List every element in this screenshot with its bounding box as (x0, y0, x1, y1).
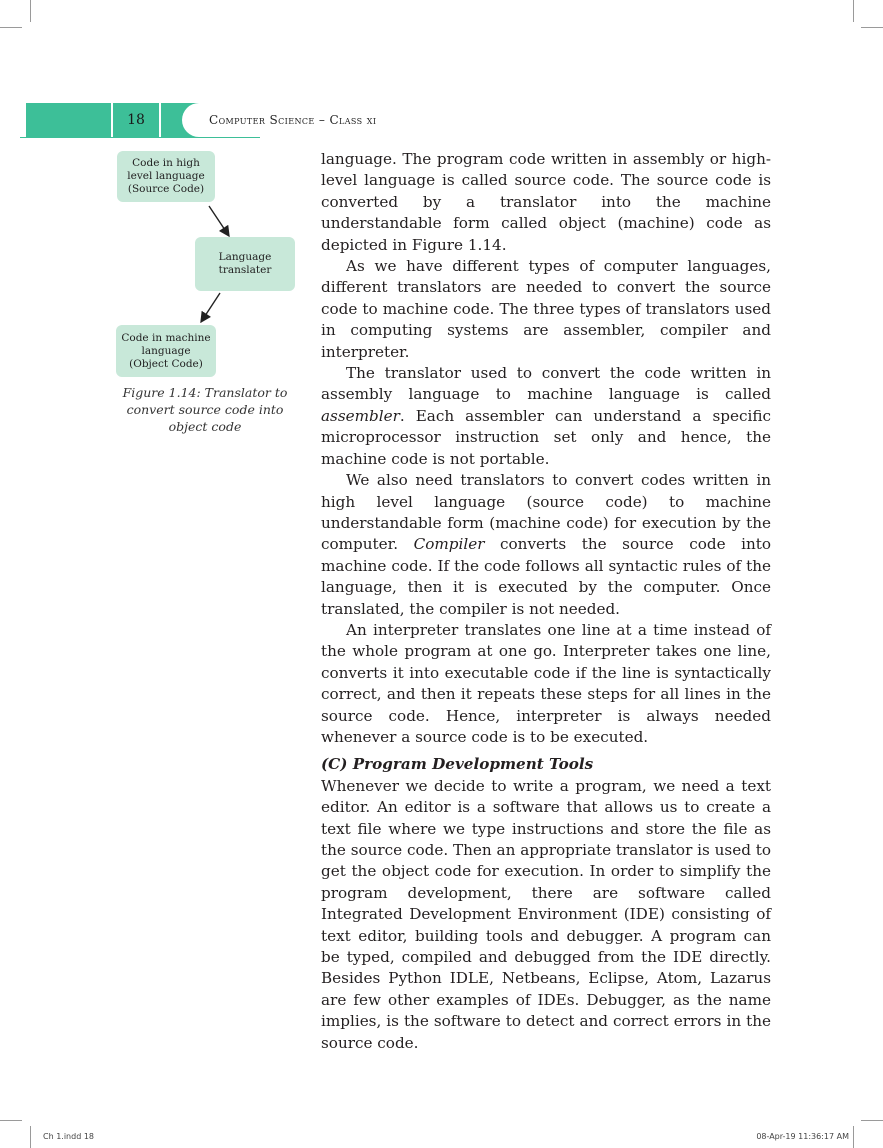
box-line: Code in machine (121, 331, 211, 344)
running-title: Computer Science – Class xi (209, 113, 377, 127)
paragraph (321, 363, 771, 470)
paragraph-text: converts the source code into machine code. If the code follows all syntactic rules of the language, then it is executed by the computer. Once translated, the compiler is not needed. (321, 535, 771, 618)
box-line: translater (218, 264, 272, 276)
box-line: Language (218, 251, 272, 263)
box-line: (Source Code) (127, 183, 205, 195)
box-line: level language (127, 170, 205, 182)
paragraph: language. The program code written in assembly or high-level language is called source code. The source code is converted by a translator into the machine understandable form called object (machine) code as depicted in Figure 1.14. (321, 150, 771, 254)
arrow-translator-to-object (201, 293, 220, 322)
paragraph-text: We also need translators to convert codes written in high level language (source code) to machine understandable form (machine code) for execution by the computer. (321, 471, 771, 554)
paragraph (321, 470, 771, 620)
box-line: Code in high (132, 157, 200, 169)
crop-mark (861, 1120, 883, 1121)
paragraph-text: The translator used to convert the code written in assembly language to machine language is called (321, 364, 771, 404)
paragraph: Whenever we decide to write a program, we need a text editor. An editor is a software that allows us to create a text file where we type instructions and store the file as the source code. Then an appropriate translator is used to get the object code for execution. In order to simplify the program development, there are software called Integrated Development Environment (IDE) consisting of text editor, building tools and debugger. A program can be typed, compiled and debugged from the IDE directly. Besides Python IDLE, Netbeans, Eclipse, Atom, Lazarus are few other examples of IDEs. Debugger, as the name implies, is the software to detect and correct errors in the source code. (321, 776, 771, 1052)
crop-mark (853, 1126, 854, 1148)
box-line: language (141, 344, 191, 357)
term-compiler: Compiler (413, 535, 485, 554)
footer-timestamp: 08-Apr-19 11:36:17 AM (756, 1132, 849, 1141)
paragraph: As we have different types of computer languages, different translators are needed to convert the source code to machine code. The three types of translators used in computing systems are assembler, compiler and interpreter. (321, 257, 771, 361)
page-number: 18 (114, 103, 158, 137)
section-heading: (C) Program Development Tools (321, 755, 594, 774)
crop-mark (30, 1126, 31, 1148)
footer-file-info: Ch 1.indd 18 (43, 1132, 95, 1141)
arrow-source-to-translator (209, 206, 229, 236)
figure-caption: Figure 1.14: Translator to convert source code into object code (122, 385, 288, 434)
paragraph: An interpreter translates one line at a time instead of the whole program at one go. Interpreter takes one line, converts it into executable code if the line is syntactically correct, and then it repeats these steps for all lines in the source code. Hence, interpreter is always needed whenever a source code is to be executed. (321, 620, 771, 746)
main-text-column (321, 149, 771, 1054)
term-assembler: assembler (321, 406, 400, 425)
paragraph-text: . Each assembler can understand a specific microprocessor instruction set only and hence, the machine code is not portable. (321, 406, 771, 468)
box-line: (Object Code) (129, 357, 203, 370)
crop-mark (0, 1120, 22, 1121)
